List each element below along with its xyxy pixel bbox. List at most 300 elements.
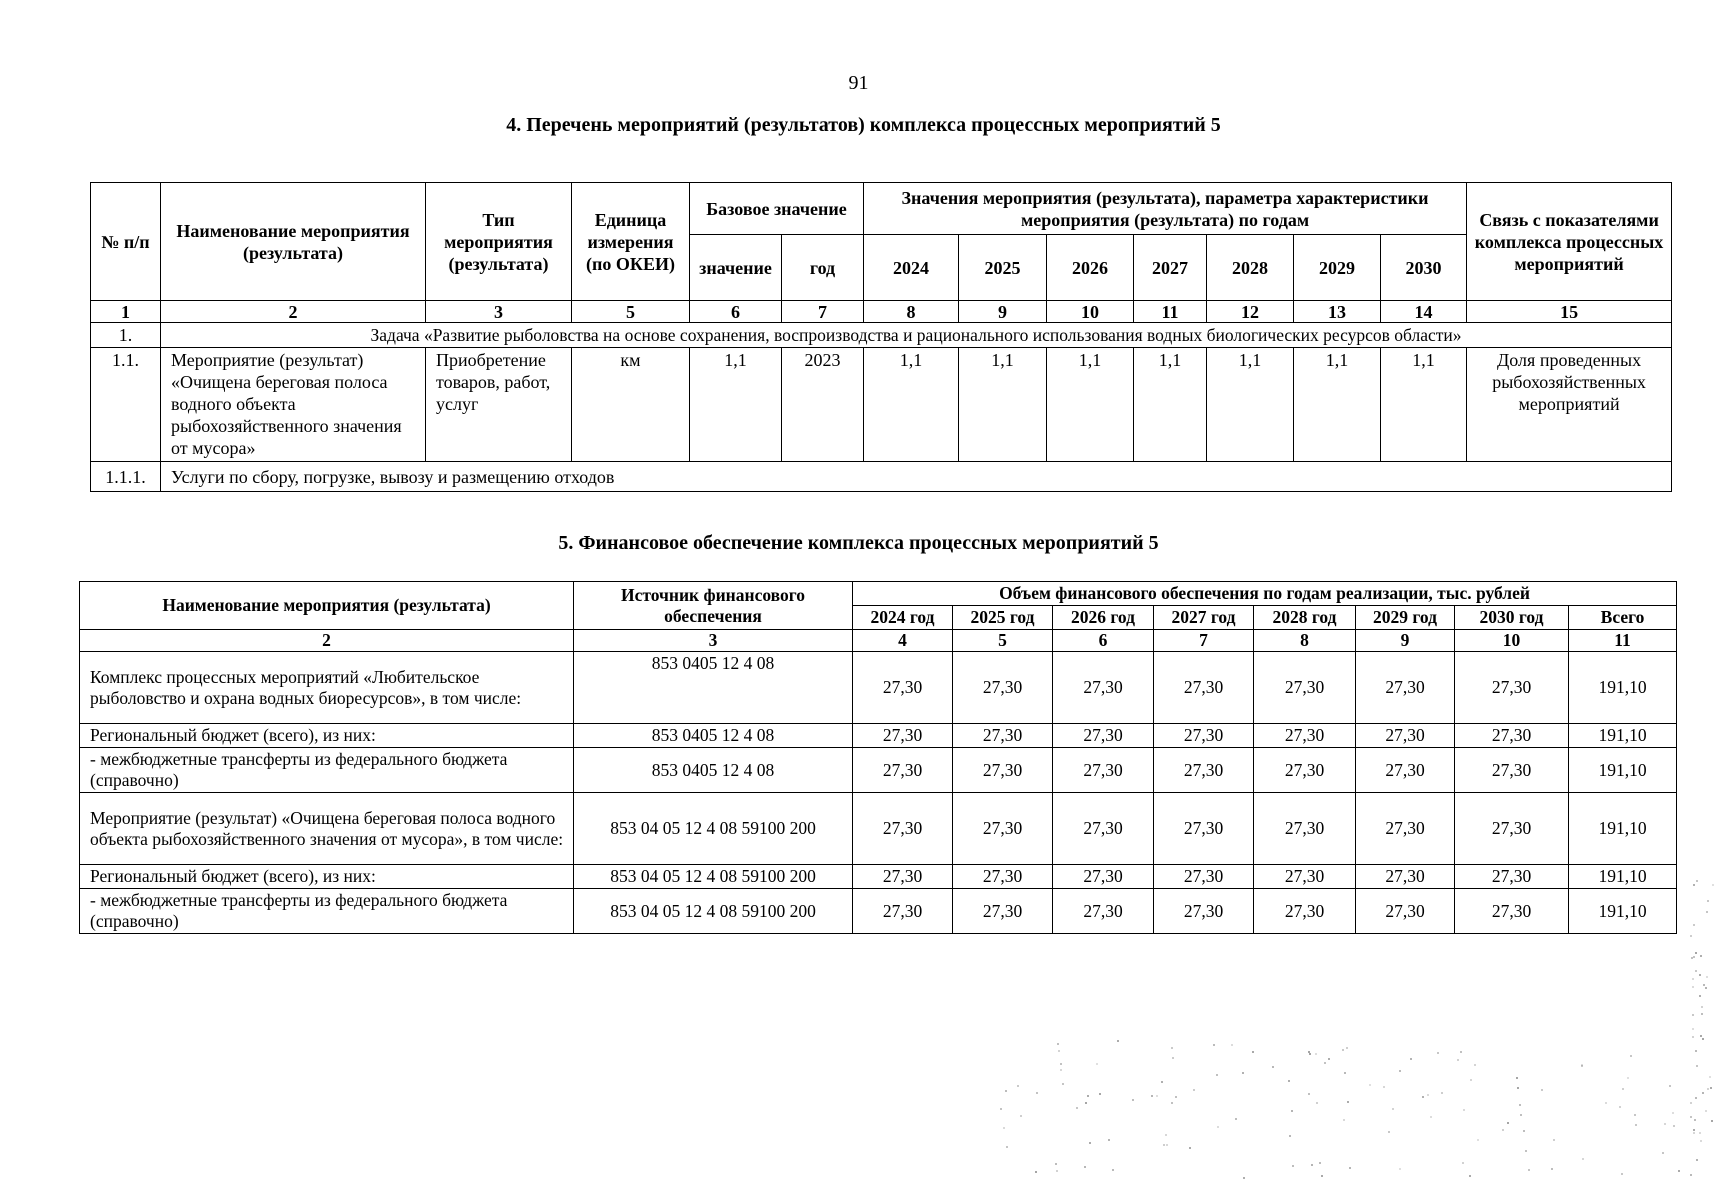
scan-speck [1036, 1092, 1038, 1094]
scan-speck [1701, 1006, 1703, 1008]
scan-speck [1463, 1109, 1465, 1111]
scan-speck [1709, 1076, 1711, 1078]
scan-speck [1175, 1096, 1177, 1098]
column-number: 3 [426, 301, 572, 323]
finance-row-source: 853 0405 12 4 08 [574, 652, 853, 724]
finance-row-value: 27,30 [1455, 889, 1569, 934]
finance-row [80, 889, 1677, 934]
scan-speck [1474, 1064, 1476, 1066]
finance-row-value: 27,30 [1254, 652, 1356, 724]
task-text: Задача «Развитие рыболовства на основе сохранения, воспроизводства и рационального использования водных биологических ресурсов области» [161, 323, 1672, 348]
column-number: 3 [574, 630, 853, 652]
scan-speck [1516, 1077, 1518, 1079]
scan-speck [1252, 1051, 1254, 1053]
finance-row-value: 27,30 [853, 748, 953, 793]
scan-speck [1058, 1050, 1060, 1052]
finance-row-value: 27,30 [853, 865, 953, 889]
scan-speck [1213, 1044, 1215, 1046]
scan-speck [1693, 924, 1695, 926]
scan-speck [1099, 1093, 1101, 1095]
scan-speck [1161, 1081, 1163, 1083]
scan-speck [1315, 1053, 1317, 1055]
finance-row-value: 27,30 [853, 652, 953, 724]
column-number: 1 [91, 301, 161, 323]
scan-speck [1289, 1135, 1291, 1137]
scan-speck [1621, 1173, 1623, 1175]
scan-speck [1630, 1055, 1632, 1057]
header-year: 2025 [959, 235, 1047, 301]
header-link: Связь с показателями комплекса процессных мероприятий [1467, 183, 1672, 301]
scan-speck [1321, 1175, 1323, 1177]
finance-row-value: 27,30 [1356, 652, 1455, 724]
scan-speck [1388, 1131, 1390, 1133]
scan-speck [1699, 974, 1701, 976]
scan-speck [1582, 1158, 1584, 1160]
finance-row-value: 27,30 [1455, 748, 1569, 793]
scan-speck [1702, 1092, 1704, 1094]
scan-speck [1057, 1043, 1059, 1045]
scan-speck [1696, 1065, 1698, 1067]
scan-speck [1622, 1088, 1624, 1090]
scan-speck [1707, 1088, 1709, 1090]
finance-row [80, 724, 1677, 748]
scan-speck [1005, 1090, 1007, 1092]
header-name: Наименование мероприятия (результата) [161, 183, 426, 301]
scan-speck [1700, 1140, 1702, 1142]
scan-speck [1242, 1072, 1244, 1074]
fin-header-name: Наименование мероприятия (результата) [80, 582, 574, 630]
finance-row-value: 27,30 [1254, 793, 1356, 865]
scan-speck [1605, 1102, 1607, 1104]
finance-row-value: 27,30 [1455, 652, 1569, 724]
finance-row-total: 191,10 [1569, 724, 1677, 748]
scan-speck [1669, 1085, 1671, 1087]
finance-row-value: 27,30 [953, 865, 1053, 889]
header-year: 2026 [1047, 235, 1134, 301]
section5-title: 5. Финансовое обеспечение комплекса процессных мероприятий 5 [558, 532, 1159, 554]
finance-row-value: 27,30 [1455, 724, 1569, 748]
scan-speck [1678, 1170, 1680, 1172]
column-number: 2 [80, 630, 574, 652]
scan-speck [1662, 1152, 1664, 1154]
scan-speck [1692, 986, 1694, 988]
finance-row-name: Региональный бюджет (всего), из них: [80, 865, 574, 889]
finance-row-source: 853 0405 12 4 08 [574, 724, 853, 748]
scan-speck [1692, 1014, 1694, 1016]
scan-speck [1705, 987, 1707, 989]
scan-speck [1702, 1038, 1704, 1040]
scan-speck [1699, 995, 1701, 997]
scan-speck [1006, 1146, 1008, 1148]
scan-speck [1706, 976, 1708, 978]
header-values: Значения мероприятия (результата), параметра характеристики мероприятия (результата) по годам [864, 183, 1467, 235]
scan-speck [1693, 956, 1695, 958]
header-type: Тип мероприятия (результата) [426, 183, 572, 301]
scan-speck [1076, 1107, 1078, 1109]
event-name: Мероприятие (результат) «Очищена береговая полоса водного объекта рыбохозяйственного значения от мусора» [161, 348, 426, 462]
column-number: 8 [864, 301, 959, 323]
scan-speck [1437, 1052, 1439, 1054]
scan-speck [1132, 1099, 1134, 1101]
finance-row-name: - межбюджетные трансферты из федерального бюджета (справочно) [80, 889, 574, 934]
column-number: 5 [572, 301, 690, 323]
fin-header-year: 2025 год [953, 606, 1053, 630]
fin-header-volume: Объем финансового обеспечения по годам реализации, тыс. рублей [853, 582, 1677, 606]
scan-speck [1319, 1162, 1321, 1164]
scan-speck [1703, 984, 1705, 986]
column-number: 14 [1381, 301, 1467, 323]
finance-row-value: 27,30 [1254, 724, 1356, 748]
fin-header-year: 2026 год [1053, 606, 1154, 630]
scan-speck [1291, 1110, 1293, 1112]
column-number: 15 [1467, 301, 1672, 323]
scan-speck [1017, 1085, 1019, 1087]
event-value: 1,1 [1134, 348, 1207, 462]
scan-speck [1349, 1167, 1351, 1169]
scan-speck [1692, 1028, 1694, 1030]
event-unit: км [572, 348, 690, 462]
finance-row-total: 191,10 [1569, 748, 1677, 793]
events-table [90, 182, 1672, 492]
finance-row-value: 27,30 [1053, 865, 1154, 889]
scan-speck [1619, 1106, 1621, 1108]
scan-speck [1062, 1083, 1064, 1085]
scan-speck [1692, 1036, 1694, 1038]
scan-speck [1460, 1051, 1462, 1053]
scan-speck [1346, 1047, 1348, 1049]
scan-speck [1711, 1120, 1713, 1122]
fin-header-source: Источник финансового обеспечения [574, 582, 853, 630]
finance-row-name: Региональный бюджет (всего), из них: [80, 724, 574, 748]
scan-speck [1693, 884, 1695, 886]
scan-speck [1690, 935, 1692, 937]
finance-row-value: 27,30 [1254, 865, 1356, 889]
scan-speck [1694, 1119, 1696, 1121]
scan-speck [1701, 1013, 1703, 1015]
finance-row-value: 27,30 [1154, 889, 1254, 934]
header-year: 2030 [1381, 235, 1467, 301]
event-value: 1,1 [1207, 348, 1294, 462]
scan-speck [1695, 1097, 1697, 1099]
column-number: 12 [1207, 301, 1294, 323]
finance-rows [80, 652, 1677, 934]
scan-speck [1581, 1065, 1583, 1067]
finance-row-value: 27,30 [953, 889, 1053, 934]
finance-row [80, 652, 1677, 724]
finance-row-source: 853 04 05 12 4 08 59100 200 [574, 889, 853, 934]
scan-speck [1020, 1115, 1022, 1117]
scan-speck [1470, 1079, 1472, 1081]
scan-speck [1347, 1101, 1349, 1103]
finance-row-value: 27,30 [853, 724, 953, 748]
scan-speck [1441, 1092, 1443, 1094]
finance-row-value: 27,30 [1356, 793, 1455, 865]
scan-speck [1469, 1175, 1471, 1177]
scan-speck [1172, 1057, 1174, 1059]
task-num: 1. [91, 323, 161, 348]
header-unit: Единица измерения (по ОКЕИ) [572, 183, 690, 301]
finance-row-source: 853 04 05 12 4 08 59100 200 [574, 793, 853, 865]
scan-speck [1383, 1086, 1385, 1088]
sub-num: 1.1.1. [91, 462, 161, 492]
task-row [91, 323, 1672, 348]
scan-speck [1672, 1112, 1674, 1114]
scan-speck [1695, 1050, 1697, 1052]
scan-speck [1520, 1114, 1522, 1116]
column-number: 6 [1053, 630, 1154, 652]
column-number: 10 [1455, 630, 1569, 652]
event-base-value: 1,1 [690, 348, 782, 462]
scan-speck [1272, 1066, 1274, 1068]
scan-speck [1309, 1053, 1311, 1055]
finance-row [80, 793, 1677, 865]
finance-row-value: 27,30 [1356, 748, 1455, 793]
event-num: 1.1. [91, 348, 161, 462]
finance-row-total: 191,10 [1569, 793, 1677, 865]
header-year: 2029 [1294, 235, 1381, 301]
scan-speck [1108, 1139, 1110, 1141]
scan-speck [1690, 1116, 1692, 1118]
scan-speck [1664, 1123, 1666, 1125]
finance-row-value: 27,30 [1053, 652, 1154, 724]
finance-row [80, 748, 1677, 793]
event-base-year: 2023 [782, 348, 864, 462]
scan-speck [1171, 1047, 1173, 1049]
finance-row-value: 27,30 [1053, 793, 1154, 865]
sub-text: Услуги по сбору, погрузке, вывозу и размещению отходов [161, 462, 1672, 492]
scan-speck [1089, 1142, 1091, 1144]
header-year: 2027 [1134, 235, 1207, 301]
scan-speck [1710, 1087, 1712, 1089]
scan-speck [1316, 1102, 1318, 1104]
event-row [91, 348, 1672, 462]
scan-speck [1311, 1164, 1313, 1166]
scan-speck [1399, 1168, 1401, 1170]
header-base-value: значение [690, 235, 782, 301]
scan-speck [1343, 1119, 1345, 1121]
fin-header-year: 2024 год [853, 606, 953, 630]
scan-speck [1695, 970, 1697, 972]
column-number: 11 [1569, 630, 1677, 652]
finance-row-name: - межбюджетные трансферты из федерального бюджета (справочно) [80, 748, 574, 793]
scan-speck [1060, 1069, 1062, 1071]
scan-speck [1696, 880, 1698, 882]
scan-speck [1324, 1062, 1326, 1064]
scan-speck [1399, 1070, 1401, 1072]
scan-speck [1422, 1096, 1424, 1098]
scan-speck [1700, 1035, 1702, 1037]
finance-row-total: 191,10 [1569, 652, 1677, 724]
fin-header-year: 2029 год [1356, 606, 1455, 630]
finance-row [80, 865, 1677, 889]
scan-speck [1000, 1108, 1002, 1110]
finance-row-total: 191,10 [1569, 889, 1677, 934]
finance-row-value: 27,30 [1154, 793, 1254, 865]
header-num: № п/п [91, 183, 161, 301]
finance-row-value: 27,30 [1356, 889, 1455, 934]
scan-speck [1117, 1040, 1119, 1042]
scan-speck [1673, 1125, 1675, 1127]
scan-speck [1096, 1063, 1098, 1065]
column-number: 9 [1356, 630, 1455, 652]
scan-speck [1056, 1170, 1058, 1172]
scan-speck [1457, 1059, 1459, 1061]
scan-speck [1243, 1177, 1245, 1179]
scan-speck [1477, 1139, 1479, 1141]
scan-speck [1690, 1174, 1692, 1176]
scan-speck [1517, 1087, 1519, 1089]
event-value: 1,1 [1294, 348, 1381, 462]
header-base: Базовое значение [690, 183, 864, 235]
scan-speck [1700, 955, 1702, 957]
finance-row-value: 27,30 [1053, 724, 1154, 748]
scan-speck [1235, 1118, 1237, 1120]
scan-speck [1085, 1102, 1087, 1104]
finance-row-source: 853 0405 12 4 08 [574, 748, 853, 793]
scan-speck [1342, 1049, 1344, 1051]
scan-speck [1634, 1114, 1636, 1116]
scan-speck [1427, 1094, 1429, 1096]
event-value: 1,1 [864, 348, 959, 462]
scan-speck [1541, 1089, 1543, 1091]
scan-speck [1156, 1095, 1158, 1097]
scan-speck [1523, 1130, 1525, 1132]
scan-speck [1430, 1116, 1432, 1118]
header-year: 2028 [1207, 235, 1294, 301]
scan-speck [1690, 1102, 1692, 1104]
scan-speck [1308, 1051, 1310, 1053]
fin-column-number-row [80, 630, 1677, 652]
scan-speck [1693, 1132, 1695, 1134]
scan-speck [1693, 1129, 1695, 1131]
column-number: 4 [853, 630, 953, 652]
fin-header-year: 2030 год [1455, 606, 1569, 630]
finance-row-name: Мероприятие (результат) «Очищена береговая полоса водного объекта рыбохозяйственного значения от мусора», в том числе: [80, 793, 574, 865]
column-number: 6 [690, 301, 782, 323]
scan-speck [1706, 911, 1708, 913]
fin-header-year: 2027 год [1154, 606, 1254, 630]
scan-speck [1502, 1129, 1504, 1131]
scan-speck [1392, 1108, 1394, 1110]
page-number: 91 [848, 72, 869, 94]
column-number: 7 [1154, 630, 1254, 652]
scan-speck [1189, 1147, 1191, 1149]
finance-row-value: 27,30 [953, 793, 1053, 865]
event-type: Приобретение товаров, работ, услуг [426, 348, 572, 462]
scan-speck [1231, 1044, 1233, 1046]
scan-speck [1171, 1102, 1173, 1104]
sub-row [91, 462, 1672, 492]
finance-row-value: 27,30 [1154, 865, 1254, 889]
event-value: 1,1 [959, 348, 1047, 462]
scan-speck [1528, 1169, 1530, 1171]
scan-speck [1292, 1165, 1294, 1167]
scan-speck [1696, 1159, 1698, 1161]
event-value: 1,1 [1047, 348, 1134, 462]
scan-speck [1112, 1169, 1114, 1171]
scan-speck [1084, 1166, 1086, 1168]
column-number-row [91, 301, 1672, 323]
scan-speck [1462, 1162, 1464, 1164]
finance-row-value: 27,30 [1053, 889, 1154, 934]
finance-row-value: 27,30 [853, 889, 953, 934]
scan-speck [1055, 1163, 1057, 1165]
event-value: 1,1 [1381, 348, 1467, 462]
scan-speck [1707, 900, 1709, 902]
finance-row-value: 27,30 [1154, 652, 1254, 724]
column-number: 9 [959, 301, 1047, 323]
finance-row-value: 27,30 [953, 748, 1053, 793]
finance-row-value: 27,30 [853, 793, 953, 865]
fin-header-total: Всего [1569, 606, 1677, 630]
scan-speck [1308, 1093, 1310, 1095]
finance-row-value: 27,30 [953, 724, 1053, 748]
scan-speck [1163, 1144, 1165, 1146]
scan-speck [1507, 1122, 1509, 1124]
scan-speck [1003, 1127, 1005, 1129]
scan-speck [1699, 1132, 1701, 1134]
finance-row-value: 27,30 [1254, 889, 1356, 934]
column-number: 13 [1294, 301, 1381, 323]
finance-row-value: 27,30 [953, 652, 1053, 724]
scan-speck [1087, 1095, 1089, 1097]
section4-title: 4. Перечень мероприятий (результатов) комплекса процессных мероприятий 5 [506, 114, 1221, 136]
event-link: Доля проведенных рыбохозяйственных мероприятий [1467, 348, 1672, 462]
finance-row-value: 27,30 [1455, 865, 1569, 889]
scan-speck [1344, 1072, 1346, 1074]
scan-speck [1288, 1080, 1290, 1082]
scan-speck [1705, 1110, 1707, 1112]
scan-speck [1519, 1104, 1521, 1106]
finance-row-value: 27,30 [1356, 724, 1455, 748]
scan-speck [1712, 884, 1714, 886]
scan-speck [1165, 1134, 1167, 1136]
column-number: 10 [1047, 301, 1134, 323]
finance-row-value: 27,30 [1053, 748, 1154, 793]
scan-speck [1553, 1139, 1555, 1141]
finance-row-value: 27,30 [1455, 793, 1569, 865]
scan-speck [1217, 1126, 1219, 1128]
finance-row-name: Комплекс процессных мероприятий «Любительское рыболовство и охрана водных биоресурсов», в том числе: [80, 652, 574, 724]
scan-speck [1551, 1168, 1553, 1170]
scan-speck [1328, 1058, 1330, 1060]
finance-row-value: 27,30 [1254, 748, 1356, 793]
scan-speck [1635, 1124, 1637, 1126]
finance-row-total: 191,10 [1569, 865, 1677, 889]
header-base-year: год [782, 235, 864, 301]
finance-row-value: 27,30 [1154, 724, 1254, 748]
scan-speck [1035, 1171, 1037, 1173]
column-number: 2 [161, 301, 426, 323]
scan-speck [1410, 1058, 1412, 1060]
finance-row-value: 27,30 [1356, 865, 1455, 889]
finance-table [79, 581, 1677, 934]
finance-row-source: 853 04 05 12 4 08 59100 200 [574, 865, 853, 889]
column-number: 7 [782, 301, 864, 323]
scan-speck [1060, 1063, 1062, 1065]
scan-speck [1369, 1084, 1371, 1086]
scan-speck [1692, 978, 1694, 980]
column-number: 11 [1134, 301, 1207, 323]
finance-row-value: 27,30 [1154, 748, 1254, 793]
scan-speck [1151, 1095, 1153, 1097]
scan-speck [1525, 1150, 1527, 1152]
scan-speck [1166, 1144, 1168, 1146]
column-number: 8 [1254, 630, 1356, 652]
scan-speck [1627, 1077, 1629, 1079]
fin-header-year: 2028 год [1254, 606, 1356, 630]
column-number: 5 [953, 630, 1053, 652]
